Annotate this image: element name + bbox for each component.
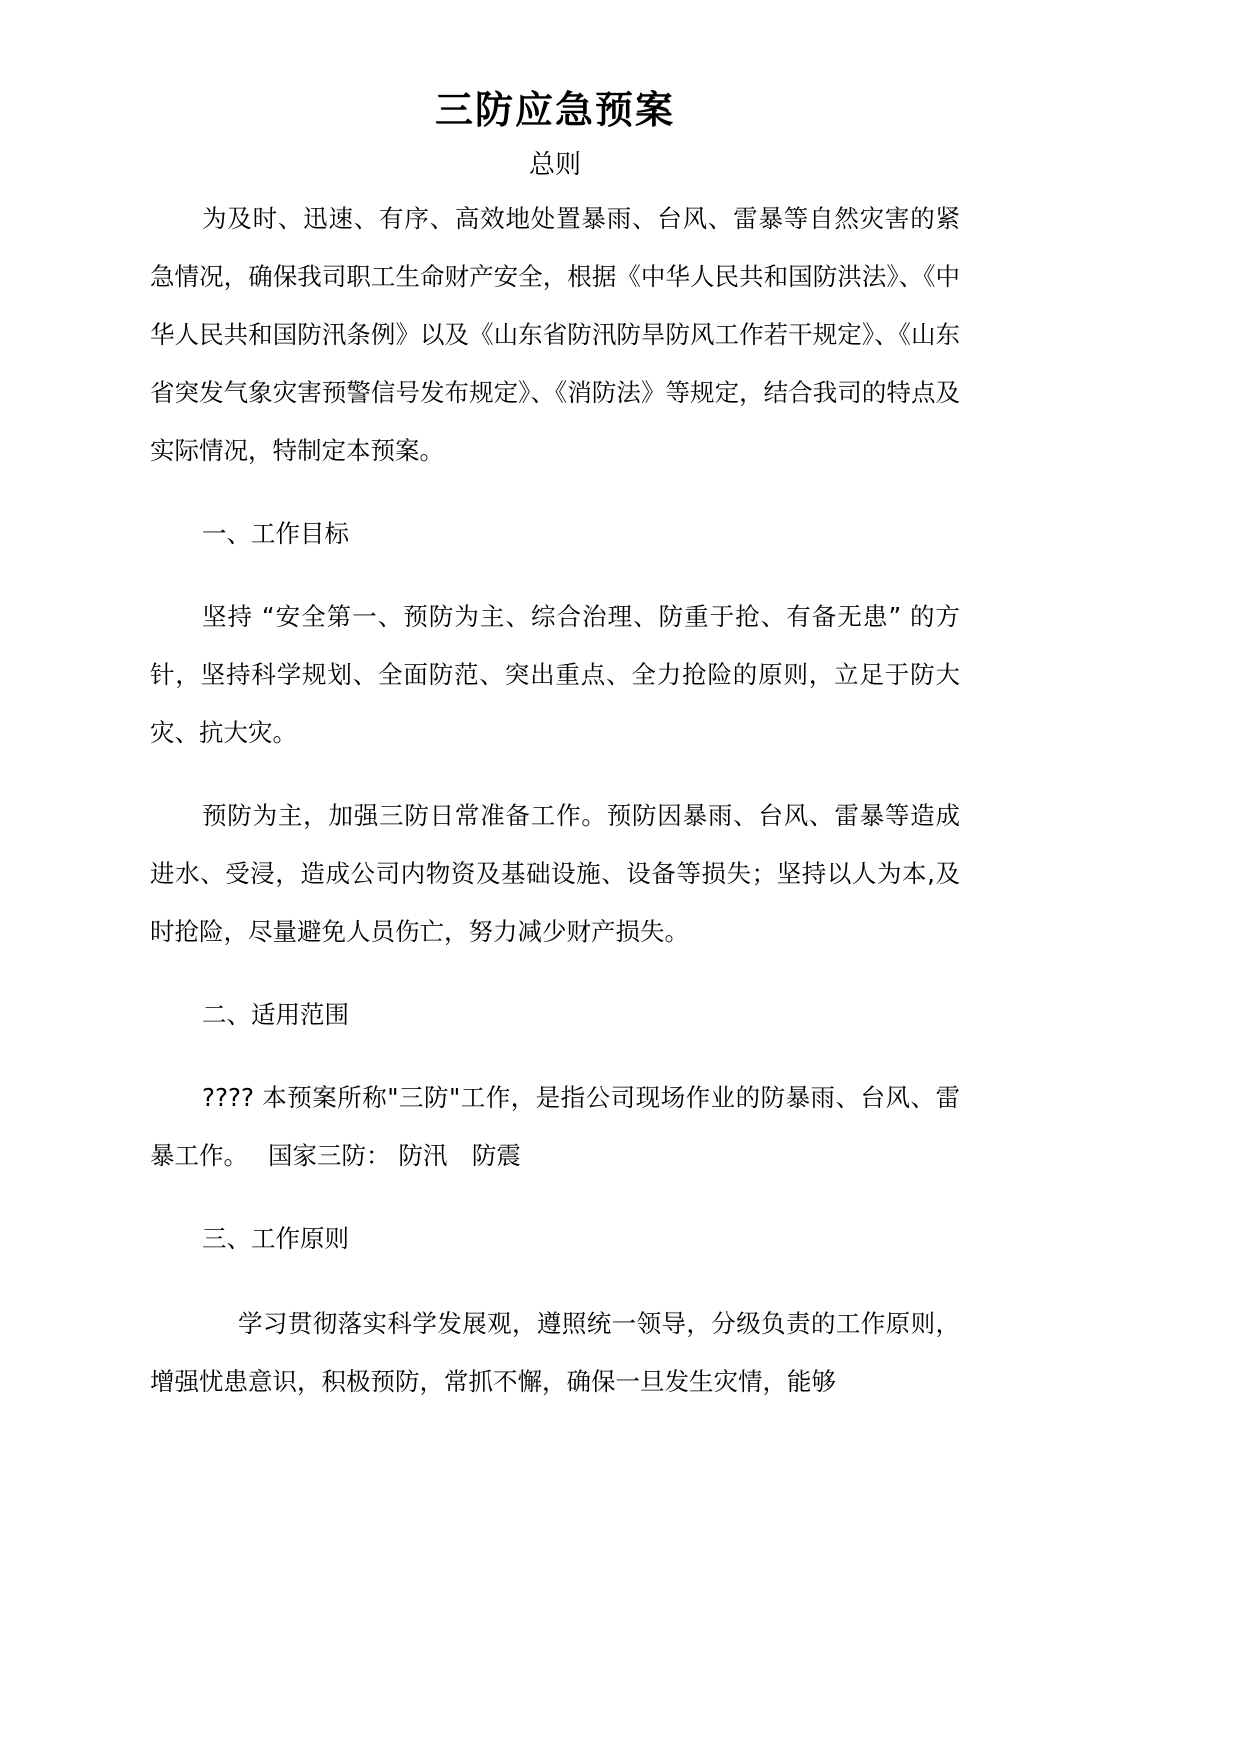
section-paragraph: 坚持 “安全第一、预防为主、综合治理、防重于抢、有备无患” 的方针，坚持科学规划、全面防范、突出重点、全力抢险的原则，立足于防大灾、抗大灾。 [150, 602, 960, 747]
section-heading-goals: 一、工作目标 [202, 519, 349, 548]
section-paragraph: 预防为主，加强三防日常准备工作。预防因暴雨、台风、雷暴等造成进水、受浸，造成公司内物资及基础设施、设备等损失；坚持以人为本,及时抢险，尽量避免人员伤亡，努力减少财产损失。 [150, 801, 960, 946]
intro-paragraph: 为及时、迅速、有序、高效地处置暴雨、台风、雷暴等自然灾害的紧急情况，确保我司职工生命财产安全，根据《中华人民共和国防洪法》、《中华人民共和国防汛条例》以及《山东省防汛防旱防风工作若干规定》、《山东省突发气象灾害预警信号发布规定》、《消防法》等规定，结合我司的特点及实际情况，特制定本预案。 [150, 204, 960, 465]
page-title: 三防应急预案 [434, 88, 675, 132]
document-page [150, 80, 960, 1411]
page-subtitle: 总则 [528, 150, 581, 180]
section-paragraph: 学习贯彻落实科学发展观，遵照统一领导，分级负责的工作原则，增强忧患意识，积极预防，常抓不懈，确保一旦发生灾情，能够 [150, 1309, 960, 1396]
section-heading-principles: 三、工作原则 [202, 1224, 349, 1253]
section-paragraph: ???? 本预案所称"三防"工作，是指公司现场作业的防暴雨、台风、雷暴工作。 国家三防： 防汛 防震 [150, 1083, 960, 1170]
section-heading-scope: 二、适用范围 [202, 1000, 349, 1029]
